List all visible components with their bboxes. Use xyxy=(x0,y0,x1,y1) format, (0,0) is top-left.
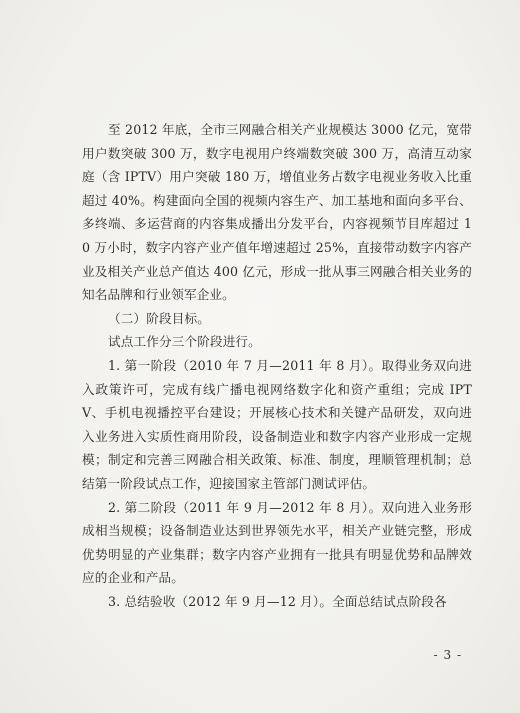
page-number: - 3 - xyxy=(433,648,462,662)
paragraph-stage-one: 1. 第一阶段（2010 年 7 月—2011 年 8 月）。取得业务双向进入政策许可，完成有线广播电视网络数字化和资产重组；完成 IPTV、手机电视播控平台建设；开展核心技术和关键产品研发，双向进入业务进入实质性商用阶段，设备制造业和数字内容产业形成一定规模；制定和完善三网融合相关政策、标准、制度，理顺管理机制；总结第一阶段试点工作，迎接国家主管部门测试评估。 xyxy=(82,357,472,491)
document-body xyxy=(82,118,472,613)
paragraph-three-stages: 试点工作分三个阶段进行。 xyxy=(108,334,261,350)
paragraph-stage-two: 2. 第二阶段（2011 年 9 月—2012 年 8 月）。双向进入业务形成相当规模；设备制造业达到世界领先水平，相关产业链完整，形成优势明显的产业集群；数字内容产业拥有一批具有明显优势和品牌效应的企业和产品。 xyxy=(82,499,472,586)
paragraph-overall-targets: 至 2012 年底，全市三网融合相关产业规模达 3000 亿元，宽带用户数突破 300 万，数字电视用户终端数突破 300 万，高清互动家庭（含 IPTV）用户突破 180 万，增值业务占数字电视业务收入比重超过 40%。构建面向全国的视频内容生产、加工基地和面向多平台、多终端、多运营商的内容集成播出分发平台，内容视频节目库超过 10 万小时，数字内容产业产值年增速超过 25%，直接带动数字内容产业及相关产业总产值达 400 亿元，形成一批从事三网融合相关业务的知名品牌和行业领军企业。 xyxy=(82,122,472,303)
section-heading-stage-goals: （二）阶段目标。 xyxy=(108,310,210,326)
paragraph-summary-acceptance: 3. 总结验收（2012 年 9 月—12 月）。全面总结试点阶段各 xyxy=(108,593,447,609)
